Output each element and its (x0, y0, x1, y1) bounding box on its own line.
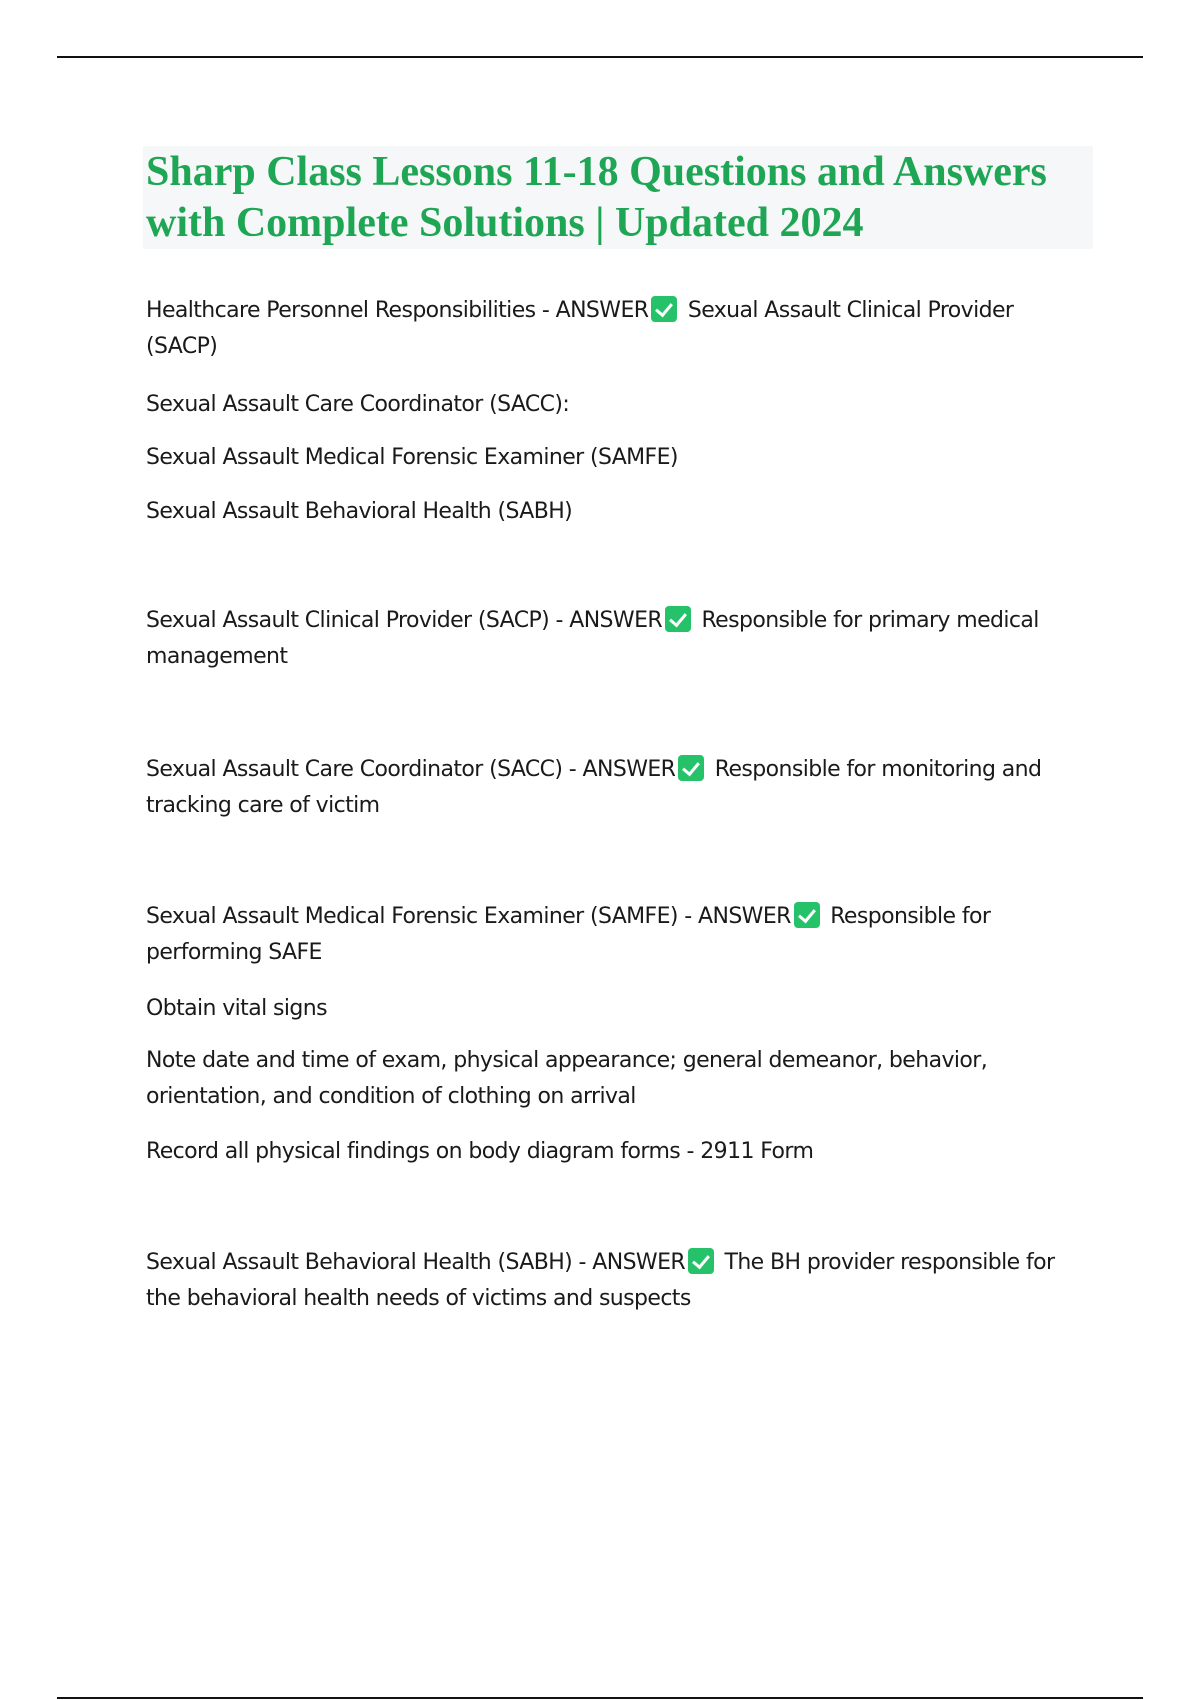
answer-label: ANSWER (569, 608, 663, 633)
check-mark-icon (665, 606, 691, 632)
qa-item-4 (146, 899, 1086, 971)
qa-item-5 (146, 1245, 1086, 1317)
header-rule (57, 56, 1143, 58)
answer-text: Responsible for monitoring and tracking care of victim (146, 757, 1042, 818)
check-mark-icon (651, 296, 677, 322)
answer-text: Responsible for primary medical management (146, 608, 1039, 669)
detail-line: Sexual Assault Medical Forensic Examiner (SAMFE) (146, 445, 678, 470)
answer-label: ANSWER (698, 904, 791, 929)
qa-item-2 (146, 603, 1086, 675)
answer-text: Sexual Assault Clinical Provider (SACP) (146, 298, 1014, 359)
check-mark-icon (678, 755, 704, 781)
qa-item-1 (146, 293, 1086, 365)
detail-line: Record all physical findings on body diagram forms - 2911 Form (146, 1139, 814, 1164)
answer-text: The BH provider responsible for the behavioral health needs of victims and suspects (146, 1250, 1055, 1311)
question-text: Healthcare Personnel Responsibilities - (146, 298, 556, 323)
detail-line: Obtain vital signs (146, 996, 327, 1021)
question-text: Sexual Assault Behavioral Health (SABH) - (146, 1250, 593, 1275)
check-mark-icon (794, 902, 820, 928)
answer-label: ANSWER (582, 757, 676, 782)
answer-text: Responsible for performing SAFE (146, 904, 991, 965)
detail-line: Sexual Assault Behavioral Health (SABH) (146, 499, 573, 524)
question-text: Sexual Assault Clinical Provider (SACP) - (146, 608, 570, 633)
document-title: Sharp Class Lessons 11-18 Questions and Answers with Complete Solutions | Updated 2024 (146, 149, 1047, 246)
detail-line: Sexual Assault Care Coordinator (SACC): (146, 392, 570, 417)
question-text: Sexual Assault Medical Forensic Examiner (SAMFE) - (146, 904, 699, 929)
footer-rule (57, 1697, 1143, 1699)
question-text: Sexual Assault Care Coordinator (SACC) - (146, 757, 583, 782)
answer-label: ANSWER (555, 298, 649, 323)
answer-label: ANSWER (592, 1250, 686, 1275)
qa-item-3 (146, 752, 1086, 824)
detail-line: Note date and time of exam, physical appearance; general demeanor, behavior, orientation, and condition of clothing on arrival (146, 1048, 988, 1109)
check-mark-icon (688, 1248, 714, 1274)
